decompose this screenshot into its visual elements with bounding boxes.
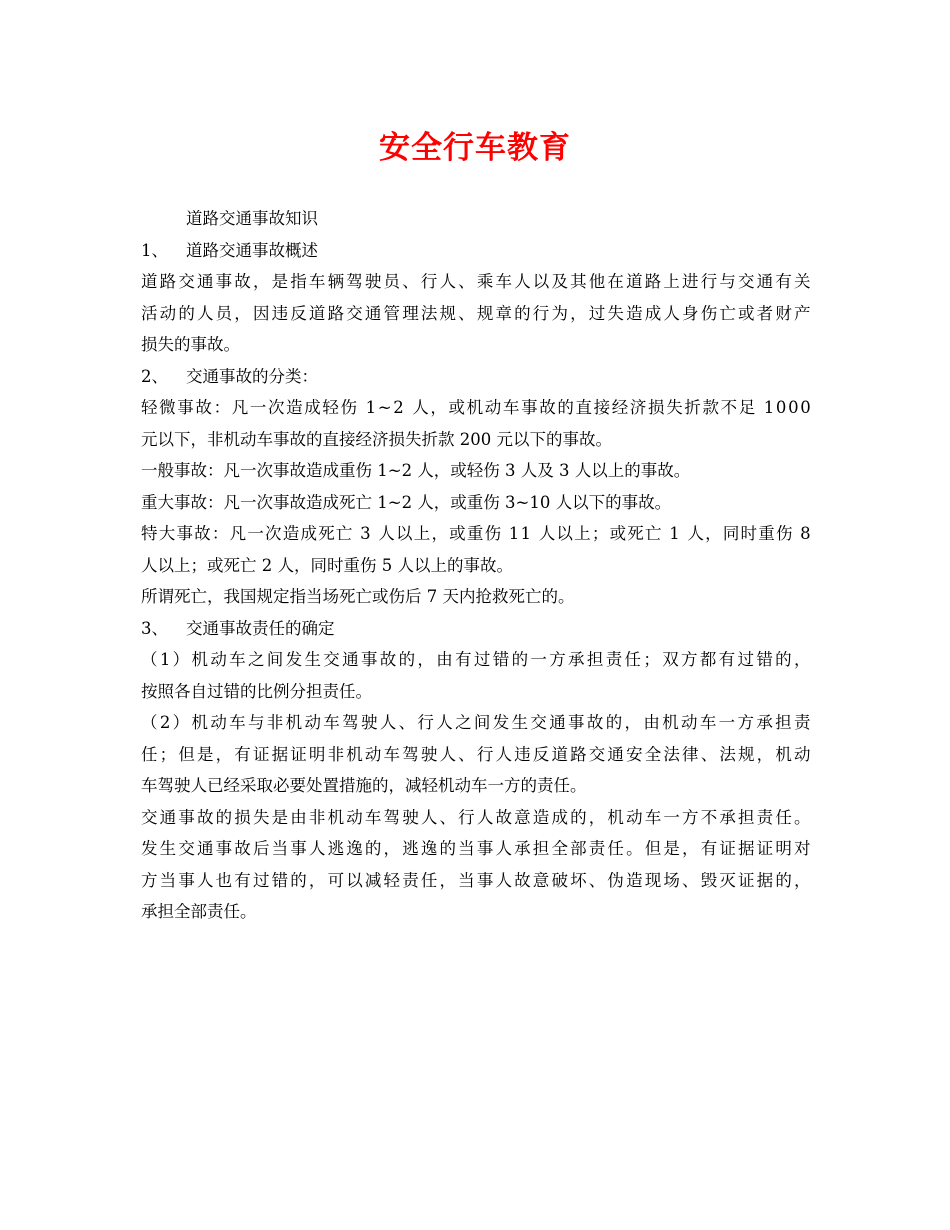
paragraph-line: （ 2 ） 机 动 车 与 非 机 动 车 驾 驶 人 、 行 人 之 间 发 生 交 通 事 故 的 ， 由 机 动 车 一 方 承 担 责 bbox=[141, 713, 811, 732]
section-title: 交通事故责任的确定 bbox=[186, 618, 335, 638]
paragraph-line: 交 通 事 故 的 损 失 是 由 非 机 动 车 驾 驶 人 、 行 人 故 意 造 成 的 ， 机 动 车 一 方 不 承 担 责 任 。 bbox=[141, 807, 811, 827]
paragraph-line: 任 ； 但 是 ， 有 证 据 证 明 非 机 动 车 驾 驶 人 、 行 人 违 反 道 路 交 通 安 全 法 律 、 法 规 ， 机 动 bbox=[141, 744, 811, 764]
paragraph-line: 承担全部责任。 bbox=[141, 902, 257, 921]
document-title: 安全行车教育 bbox=[379, 130, 571, 166]
paragraph-line: 按照各自过错的比例分担责任。 bbox=[141, 681, 372, 701]
section-2-heading bbox=[141, 361, 811, 393]
paragraph-line: 元以下，非机动车事故的直接经济损失折款 200 元以下的事故。 bbox=[141, 429, 612, 449]
paragraph-line: 所谓死亡，我国规定指当场死亡或伤后 7 天内抢救死亡的。 bbox=[141, 587, 575, 606]
section-heading: 道路交通事故知识 bbox=[186, 209, 318, 228]
paragraph-line: 一般事故：凡一次事故造成重伤 1~2 人，或轻伤 3 人及 3 人以上的事故。 bbox=[141, 461, 691, 480]
paragraph-line: （ 1 ） 机 动 车 之 间 发 生 交 通 事 故 的 ， 由 有 过 错 的 一 方 承 担 责 任 ； 双 方 都 有 过 错 的 ， bbox=[141, 650, 811, 669]
paragraph-line: 重大事故：凡一次事故造成死亡 1~2 人，或重伤 3~10 人以下的事故。 bbox=[141, 492, 672, 512]
paragraph-line: 轻 微 事 故 ： 凡 一 次 造 成 轻 伤 1 ~ 2 人 ， 或 机 动 车 事 故 的 直 接 经 济 损 失 折 款 不 足 1 0 0 0 bbox=[141, 398, 811, 417]
paragraph-line: 人以上；或死亡 2 人，同时重伤 5 人以上的事故。 bbox=[141, 555, 513, 575]
section-1-heading bbox=[141, 235, 811, 267]
section-number: 2、 bbox=[141, 366, 168, 386]
paragraph-line: 方 当 事 人 也 有 过 错 的 ， 可 以 减 轻 责 任 ， 当 事 人 故 意 破 坏 、 伪 造 现 场 、 毁 灭 证 据 的 ， bbox=[141, 870, 811, 890]
document-body bbox=[141, 203, 811, 928]
paragraph-line: 车驾驶人已经采取必要处置措施的，减轻机动车一方的责任。 bbox=[141, 776, 587, 795]
section-number: 1、 bbox=[141, 240, 168, 260]
paragraph-line: 损失的事故。 bbox=[141, 335, 240, 354]
section-title: 道路交通事故概述 bbox=[186, 240, 318, 260]
section-number: 3、 bbox=[141, 618, 168, 638]
paragraph-line: 活 动 的 人 员 ， 因 违 反 道 路 交 通 管 理 法 规 、 规 章 的 行 为 ， 过 失 造 成 人 身 伤 亡 或 者 财 产 bbox=[141, 303, 811, 323]
paragraph-line: 发 生 交 通 事 故 后 当 事 人 逃 逸 的 ， 逃 逸 的 当 事 人 承 担 全 部 责 任 。 但 是 ， 有 证 据 证 明 对 bbox=[141, 839, 811, 858]
section-title: 交通事故的分类： bbox=[186, 366, 318, 386]
paragraph-line: 道 路 交 通 事 故 ， 是 指 车 辆 驾 驶 员 、 行 人 、 乘 车 人 以 及 其 他 在 道 路 上 进 行 与 交 通 有 关 bbox=[141, 272, 811, 291]
section-3-heading bbox=[141, 613, 811, 645]
paragraph-line: 特 大 事 故 ： 凡 一 次 造 成 死 亡 3 人 以 上 ， 或 重 伤 1 1 人 以 上 ； 或 死 亡 1 人 ， 同 时 重 伤 8 bbox=[141, 524, 811, 543]
